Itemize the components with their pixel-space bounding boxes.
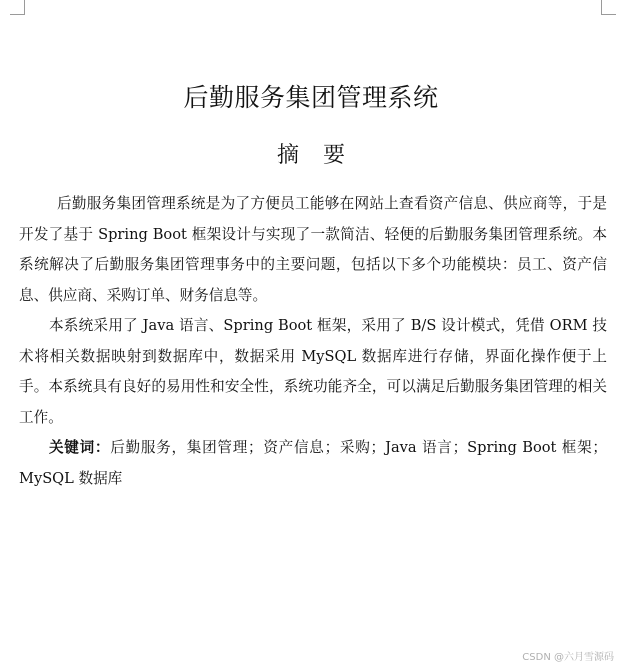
- crop-mark-top-right: [601, 0, 616, 15]
- keywords-text: 后勤服务，集团管理；资产信息；采购；Java 语言；Spring Boot 框架；MySQL 数据库: [19, 439, 607, 487]
- crop-mark-top-left: [10, 0, 25, 15]
- abstract-heading: 摘要: [276, 143, 369, 168]
- watermark: CSDN @六月雪源码: [522, 652, 614, 663]
- keywords-line: [19, 433, 607, 494]
- abstract-paragraph-1: 后勤服务集团管理系统是为了方便员工能够在网站上查看资产信息、供应商等，于是开发了基于 Spring Boot 框架设计与实现了一款简洁、轻便的后勤服务集团管理系统。本系统解决了后勤服务集团管理事务中的主要问题，包括以下多个功能模块：员工、资产信息、供应商、采购订单、财务信息等。: [19, 195, 607, 304]
- document-title: 后勤服务集团管理系统: [183, 83, 439, 112]
- abstract-body: [19, 189, 607, 494]
- abstract-paragraph-2: 本系统采用了 Java 语言、Spring Boot 框架，采用了 B/S 设计模式，凭借 ORM 技术将相关数据映射到数据库中，数据采用 MySQL 数据库进行存储，界面化操作便于上手。本系统具有良好的易用性和安全性，系统功能齐全，可以满足后勤服务集团管理的相关工作。: [19, 317, 607, 426]
- keywords-label: 关键词：: [49, 439, 111, 456]
